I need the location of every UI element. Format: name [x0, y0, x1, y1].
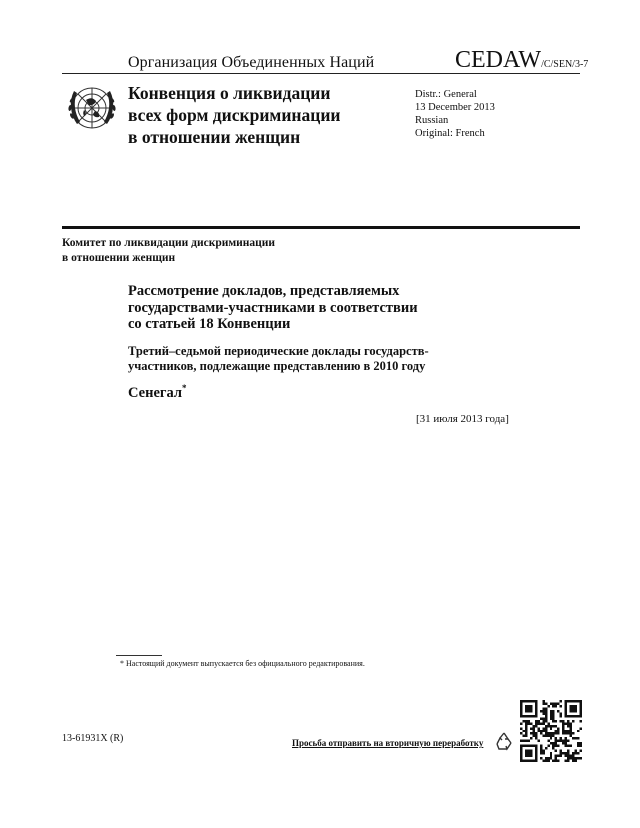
consideration-line: со статьей 18 Конвенции: [128, 316, 291, 332]
reports-line: участников, подлежащие представлению в 2010 году: [128, 359, 426, 373]
committee-line: Комитет по ликвидации дискриминации: [62, 237, 276, 249]
footnote: * Настоящий документ выпускается без официального редактирования.: [120, 659, 365, 668]
document-number: 13-61931X (R): [62, 733, 124, 744]
country-footnote-mark[interactable]: *: [181, 383, 187, 393]
reports-subheading: [128, 344, 488, 374]
qr-code: [520, 700, 582, 762]
committee-name: [62, 236, 275, 266]
committee-line: в отношении женщин: [62, 252, 176, 264]
header-rule: [62, 73, 580, 74]
distr-original: Original: French: [415, 128, 485, 139]
consideration-line: государствами-участниками в соответствии: [128, 299, 418, 316]
distribution-block: [415, 88, 495, 140]
symbol-main: CEDAW: [455, 47, 542, 73]
convention-title: [128, 82, 341, 148]
distr-date: 13 December 2013: [415, 102, 495, 113]
country-heading: [128, 383, 186, 402]
organization-name: Организация Объединенных Наций: [128, 54, 375, 71]
country-name: Сенегал: [128, 384, 182, 401]
document-symbol: [455, 47, 588, 74]
consideration-line: Рассмотрение докладов, представляемых: [128, 283, 400, 299]
distr-language: Russian: [415, 115, 449, 126]
title-rule: [62, 226, 580, 229]
consideration-heading: [128, 283, 488, 333]
symbol-suffix: /C/SEN/3-7: [541, 59, 589, 70]
convention-title-line: всех форм дискриминации: [128, 105, 341, 125]
convention-title-line: в отношении женщин: [128, 127, 301, 147]
submission-date: [31 июля 2013 года]: [416, 413, 509, 425]
reports-line: Третий–седьмой периодические доклады государств-: [128, 344, 429, 358]
footnote-rule: [116, 655, 162, 656]
recycle-note: Просьба отправить на вторичную переработку: [292, 738, 484, 748]
convention-title-line: Конвенция о ликвидации: [128, 83, 331, 103]
recycle-icon: [494, 731, 514, 751]
distr-label: Distr.: General: [415, 89, 477, 100]
un-emblem-icon: [62, 78, 122, 138]
